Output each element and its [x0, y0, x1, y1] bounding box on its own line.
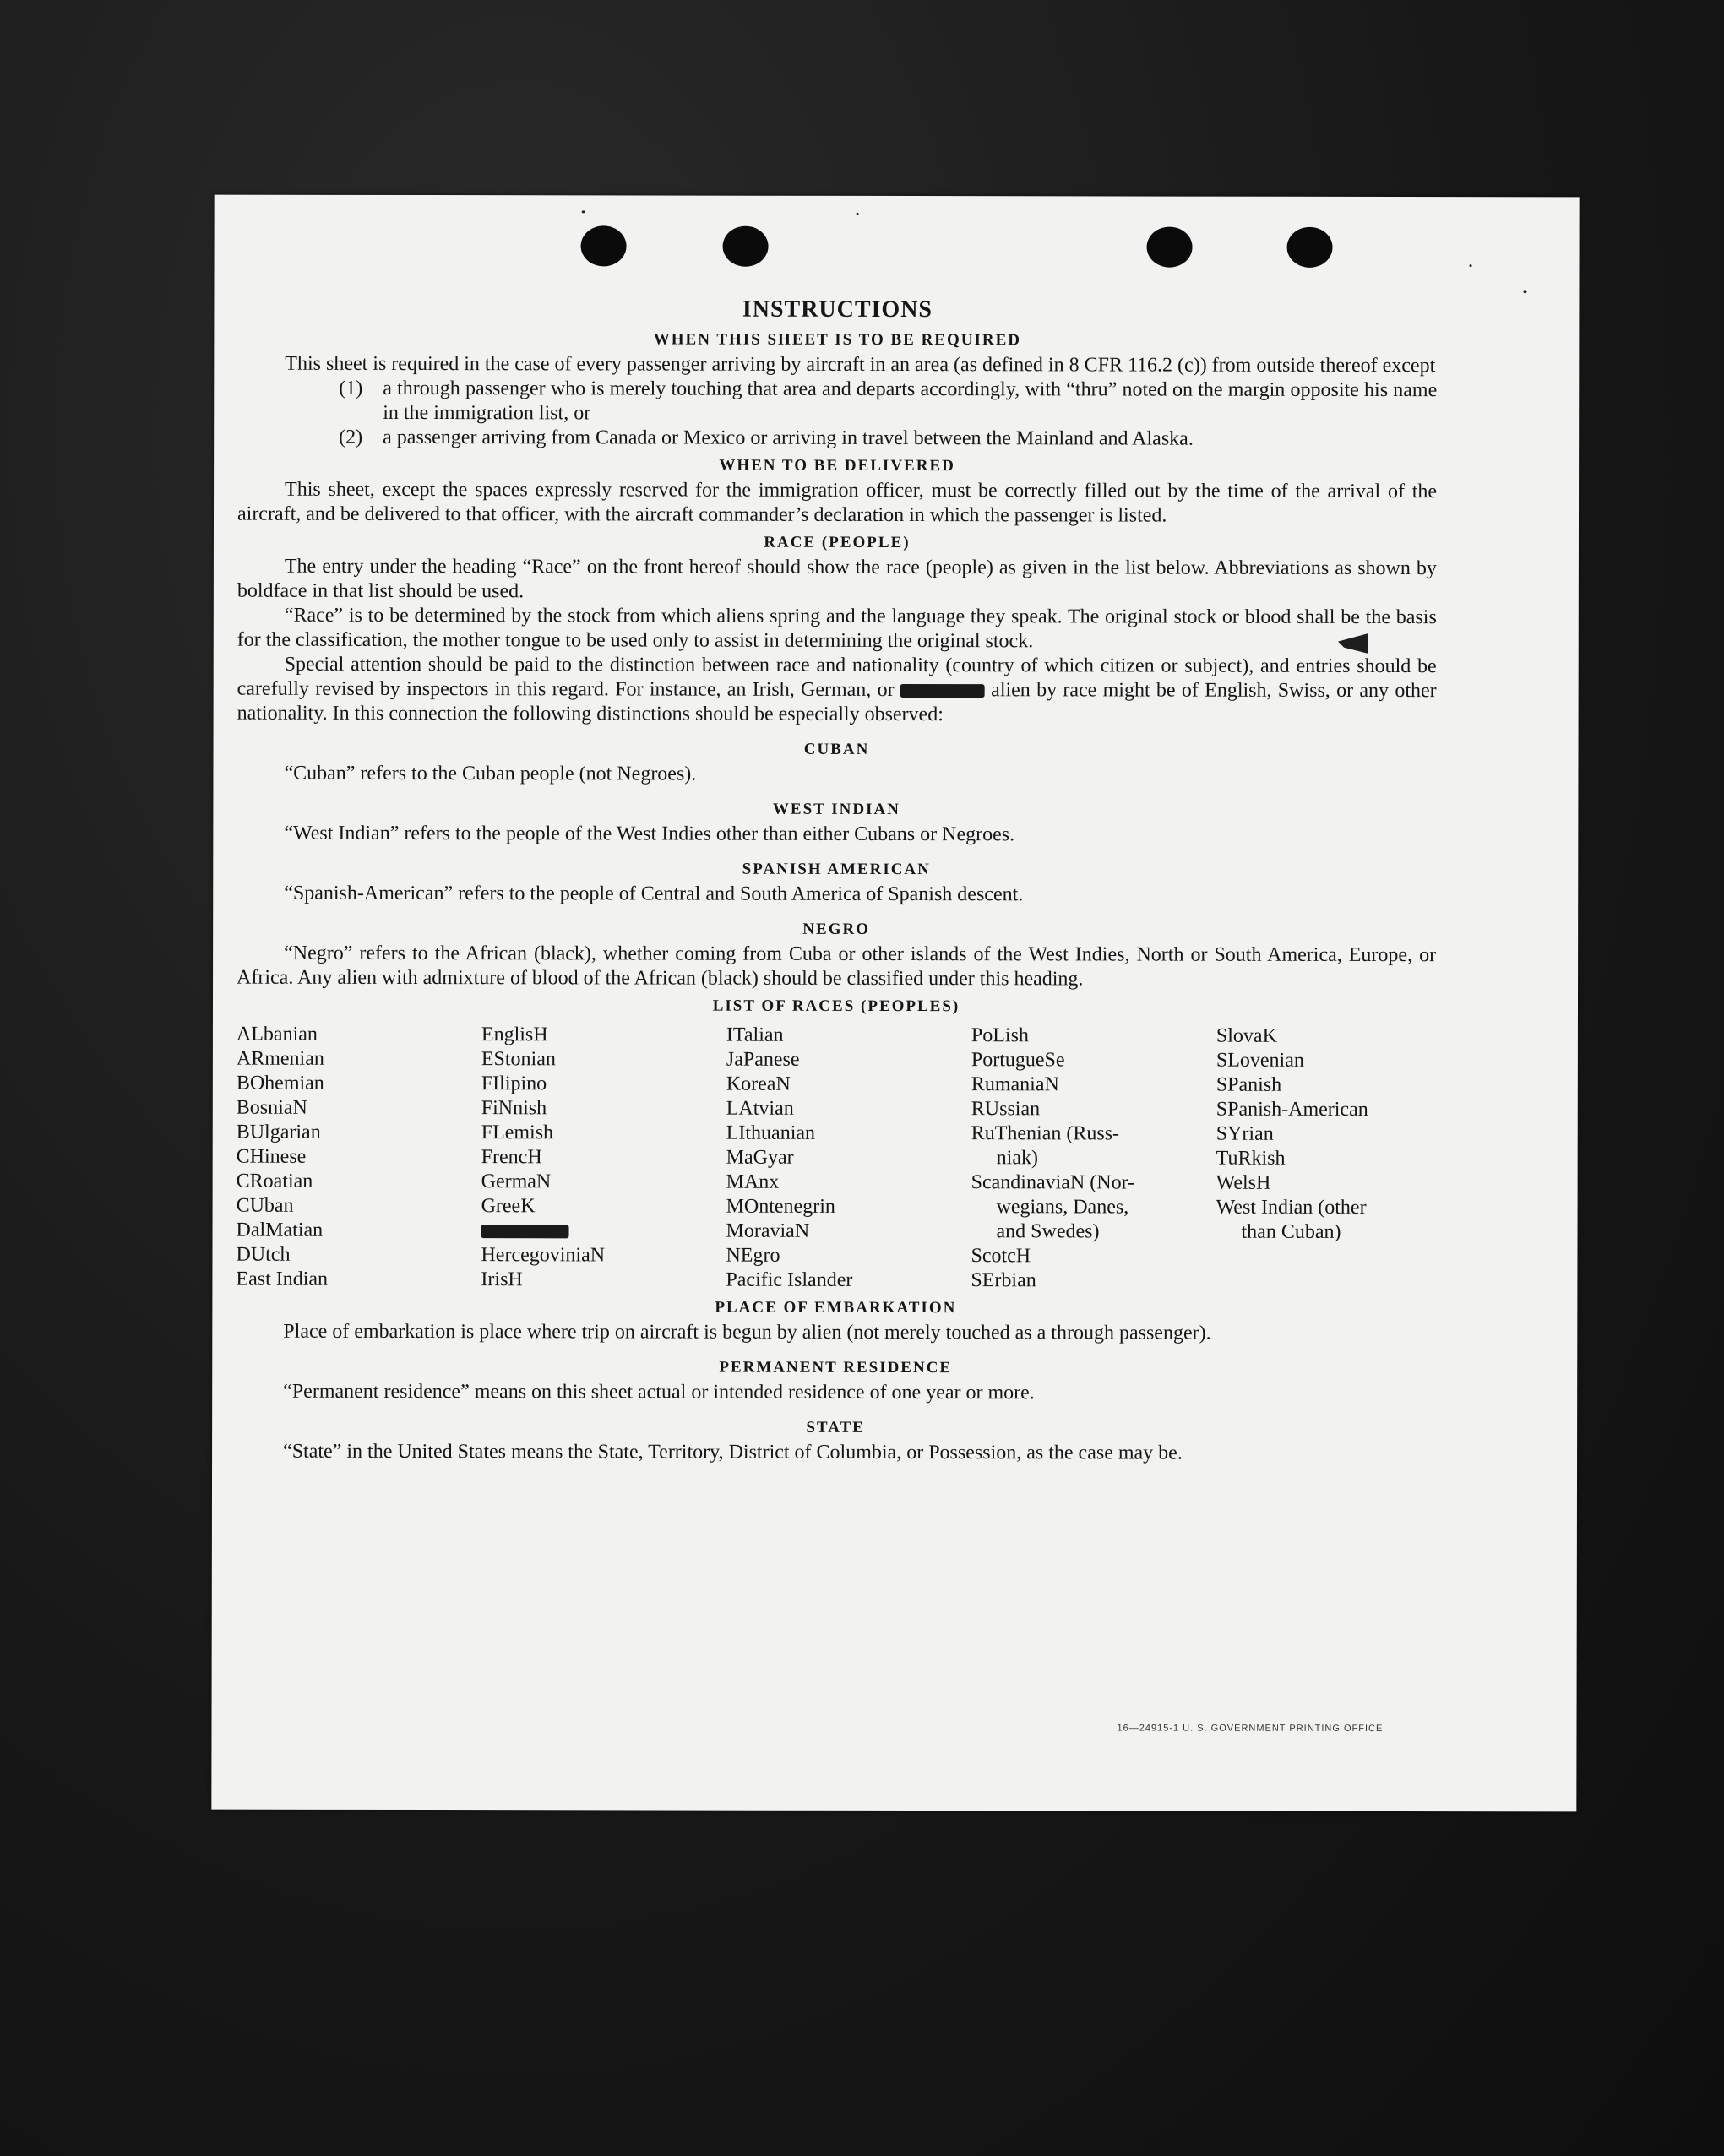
race-entry: CRoatian — [236, 1170, 313, 1192]
embarkation-text: Place of embarkation is place where trip on aircraft is begun by alien (not merely touched as a through passenger). — [283, 1320, 1211, 1344]
spanish-american-text: “Spanish-American” refers to the people of Central and South America of Spanish descent. — [284, 882, 1024, 906]
instructions-body — [236, 295, 1437, 1466]
race-entry: ScotcH — [971, 1245, 1031, 1268]
race-entry: RUssian — [971, 1098, 1041, 1121]
heading-west-indian: WEST INDIAN — [772, 800, 900, 819]
race-entry: BosniaN — [236, 1096, 307, 1119]
printing-office-mark: 16—24915-1 U. S. GOVERNMENT PRINTING OFFICE — [1117, 1723, 1384, 1735]
race-paragraph-3a: Special attention should be paid to the distinction between race and nationality (country of which citizen or subject), and entries should be carefully revised by inspectors in this regard. For instance, an Irish, German, or — [237, 653, 1437, 701]
required-item-1 — [237, 377, 1437, 427]
race-entry: East Indian — [236, 1268, 329, 1290]
race-entry: ALbanian — [236, 1023, 318, 1045]
heading-spanish-american: SPANISH AMERICAN — [742, 860, 931, 879]
race-entry: PortugueSe — [971, 1049, 1065, 1072]
delivered-text: This sheet, except the spaces expressly reserved for the immigration officer, must be correctly filled out by the time of the arrival of the aircraft, and be delivered to that officer, with the aircraft commander’s declaration in which the passenger is listed. — [237, 478, 1438, 527]
required-intro: This sheet is required in the case of every passenger arriving by aircraft in an area (as defined in 8 CFR 116.2 (c)) from outside thereof except — [285, 352, 1436, 377]
race-entry: SErbian — [971, 1269, 1036, 1292]
races-column-3 — [726, 1024, 971, 1294]
heading-cuban: CUBAN — [803, 740, 870, 758]
race-entry: SPanish — [1216, 1073, 1282, 1096]
race-entry: West Indian (other — [1216, 1196, 1367, 1219]
race-entry: MoraviaN — [726, 1219, 810, 1242]
heading-race: RACE (PEOPLE) — [764, 533, 911, 552]
punch-hole — [581, 225, 627, 266]
heading-state: STATE — [806, 1418, 865, 1436]
race-entry: FLemish — [481, 1121, 554, 1144]
item-text: a through passenger who is merely touching that area and departs accordingly, with “thru” noted on the margin opposite his name in the immigration list, or — [383, 377, 1438, 425]
state-text: “State” in the United States means the State, Territory, District of Columbia, or Possession, as the case may be. — [283, 1440, 1183, 1464]
item-number: (2) — [339, 426, 363, 448]
race-entry: GreeK — [481, 1195, 536, 1218]
race-entry: ITalian — [726, 1024, 784, 1046]
race-entry: FrencH — [481, 1146, 542, 1169]
west-indian-text: “West Indian” refers to the people of the West Indies other than either Cubans or Negroes. — [284, 822, 1015, 846]
redaction-mark — [481, 1225, 569, 1239]
race-entry: DalMatian — [236, 1219, 324, 1241]
race-entry: IrisH — [481, 1268, 523, 1291]
race-entry: MOntenegrin — [726, 1195, 835, 1218]
race-paragraph-2: “Race” is to be determined by the stock from which aliens spring and the language they speak. The original stock or blood shall be the basis for the classification, the mother tongue to be used only to assist in determining the original stock. — [237, 604, 1437, 653]
race-entry: SLovenian — [1216, 1049, 1304, 1072]
race-entry: EnglisH — [481, 1024, 548, 1046]
race-entry: MAnx — [726, 1170, 780, 1193]
page-title: INSTRUCTIONS — [742, 296, 933, 323]
race-entry: LAtvian — [726, 1097, 794, 1120]
heading-negro: NEGRO — [802, 920, 871, 938]
race-entry: SlovaK — [1216, 1024, 1277, 1047]
race-entry: Pacific Islander — [726, 1268, 853, 1291]
race-entry: PoLish — [971, 1024, 1029, 1047]
cuban-text: “Cuban” refers to the Cuban people (not Negroes). — [284, 762, 697, 785]
race-paragraph-1: The entry under the heading “Race” on the front hereof should show the race (people) as given in the list below. Abbreviations as shown by boldface in that list should be used. — [237, 555, 1437, 603]
race-paragraph-3 — [237, 653, 1437, 728]
race-entry: RumaniaN — [971, 1073, 1059, 1096]
punch-hole — [1287, 227, 1333, 268]
punch-hole — [723, 226, 769, 267]
race-entry: ScandinaviaN (Nor- — [971, 1171, 1135, 1194]
instruction-sheet — [211, 195, 1579, 1812]
races-column-2 — [481, 1023, 726, 1293]
race-paragraph-3b: alien by race might be of English, Swiss, or any other nationality. In this connection the following distinctions should be especially observed: — [237, 679, 1437, 726]
race-entry-continued: niak) — [996, 1147, 1039, 1170]
races-column-4 — [971, 1024, 1216, 1294]
punch-hole — [1147, 227, 1193, 268]
race-entry: CHinese — [236, 1145, 307, 1168]
redaction-mark — [900, 684, 985, 698]
race-entry-continued: than Cuban) — [1241, 1220, 1341, 1243]
race-entry: DUtch — [236, 1243, 291, 1266]
race-entry-continued: wegians, Danes, — [996, 1196, 1129, 1219]
race-entry: CUban — [236, 1194, 294, 1217]
race-entry: GermaN — [481, 1170, 552, 1193]
races-column-5 — [1216, 1024, 1461, 1295]
heading-embarkation: PLACE OF EMBARKATION — [715, 1298, 957, 1317]
heading-list-of-races: LIST OF RACES (PEOPLES) — [712, 997, 960, 1016]
race-entry: TuRkish — [1216, 1147, 1286, 1170]
race-entry: FIlipino — [481, 1073, 547, 1095]
required-item-2 — [237, 426, 1437, 452]
race-entry: RuThenian (Russ- — [971, 1122, 1120, 1145]
item-number: (1) — [339, 377, 363, 399]
race-entry: JaPanese — [726, 1048, 800, 1071]
race-entry: SPanish-American — [1216, 1098, 1368, 1121]
race-entry: EStonian — [481, 1048, 556, 1071]
race-entry-continued: and Swedes) — [996, 1220, 1100, 1243]
races-column-1 — [236, 1023, 481, 1293]
race-entry: BOhemian — [236, 1072, 324, 1094]
heading-when-required: WHEN THIS SHEET IS TO BE REQUIRED — [653, 330, 1022, 350]
race-entry-redacted — [481, 1219, 726, 1244]
item-text: a passenger arriving from Canada or Mexico or arriving in travel between the Mainland and Alaska. — [383, 426, 1194, 450]
race-entry: MaGyar — [726, 1146, 794, 1169]
race-entry: SYrian — [1216, 1122, 1274, 1145]
race-entry: NEgro — [726, 1244, 780, 1267]
residence-text: “Permanent residence” means on this sheet actual or intended residence of one year or more. — [283, 1380, 1035, 1404]
negro-text: “Negro” refers to the African (black), whether coming from Cuba or other islands of the West Indies, North or South America, Europe, or Africa. Any alien with admixture of blood of the African (black) should be classified under this heading. — [237, 942, 1437, 991]
races-list — [236, 1023, 1436, 1294]
race-entry: KoreaN — [726, 1073, 791, 1095]
race-entry: LIthuanian — [726, 1121, 816, 1144]
heading-when-delivered: WHEN TO BE DELIVERED — [719, 456, 955, 475]
race-entry: ARmenian — [236, 1047, 324, 1070]
heading-permanent-residence: PERMANENT RESIDENCE — [719, 1358, 953, 1377]
race-entry: WelsH — [1216, 1171, 1271, 1194]
race-entry: HercegoviniaN — [481, 1244, 606, 1267]
race-entry: BUlgarian — [236, 1121, 321, 1143]
race-entry: FiNnish — [481, 1097, 547, 1120]
